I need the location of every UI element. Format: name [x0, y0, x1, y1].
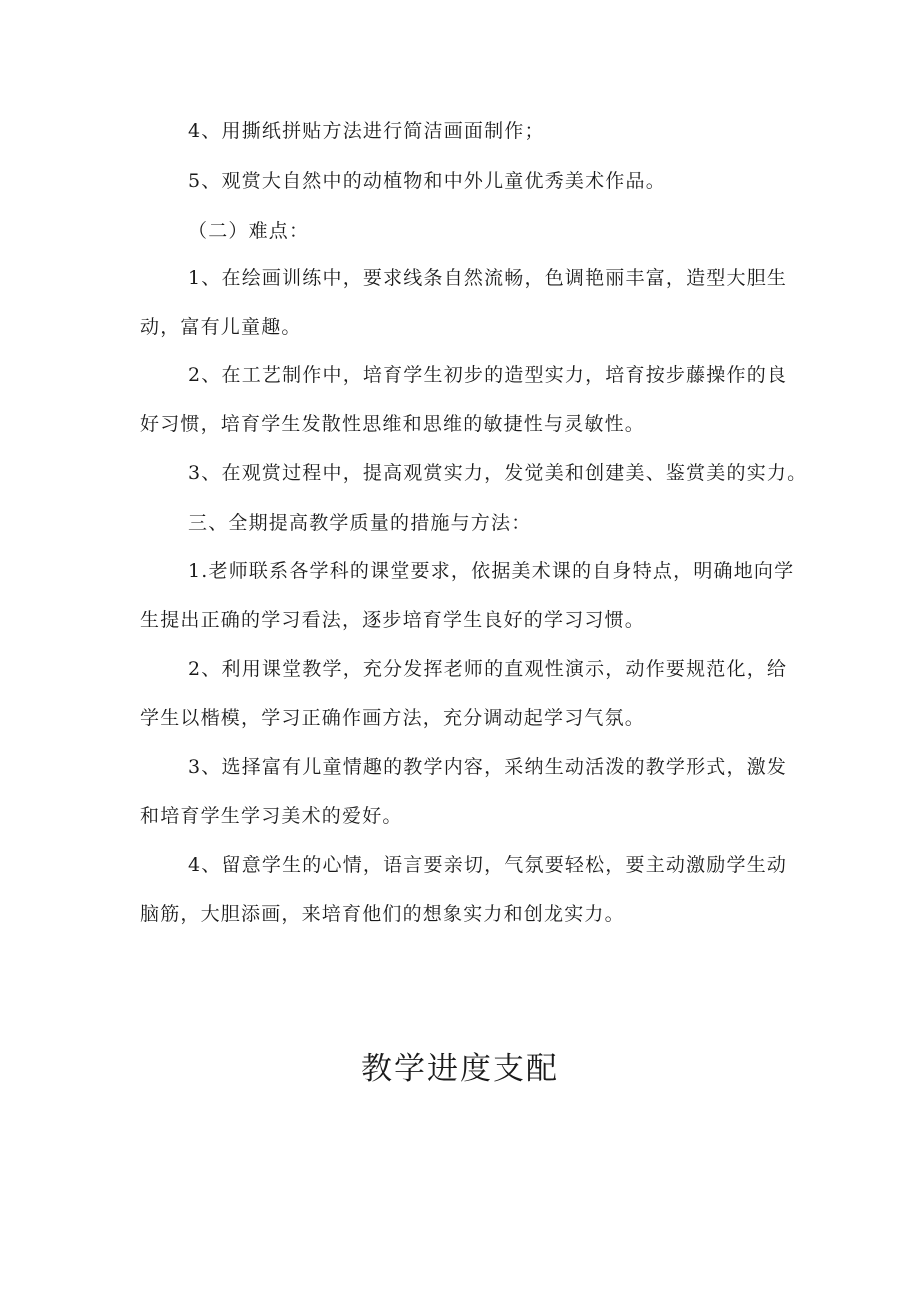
- paragraph-line: 生提出正确的学习看法，逐步培育学生良好的学习习惯。: [140, 609, 646, 631]
- paragraph-line: 3、在观赏过程中，提高观赏实力，发觉美和创建美、鉴赏美的实力。: [188, 462, 808, 484]
- paragraph-line: 脑筋，大胆添画，来培育他们的想象实力和创龙实力。: [140, 903, 625, 925]
- paragraph-line: 2、利用课堂教学，充分发挥老师的直观性演示，动作要规范化，给: [188, 658, 788, 680]
- paragraph-line: 1、在绘画训练中，要求线条自然流畅，色调艳丽丰富，造型大胆生: [188, 267, 788, 289]
- paragraph-line: 5、观赏大自然中的动植物和中外儿童优秀美术作品。: [188, 170, 666, 192]
- paragraph-line: 好习惯，培育学生发散性思维和思维的敏捷性与灵敏性。: [140, 413, 646, 435]
- paragraph-line: 4、留意学生的心情，语言要亲切，气氛要轻松，要主动激励学生动: [188, 854, 788, 876]
- section-heading: 三、全期提高教学质量的措施与方法：: [188, 512, 532, 534]
- paragraph-line: 和培育学生学习美术的爱好。: [140, 805, 403, 827]
- section-heading: （二）难点：: [188, 220, 310, 242]
- paragraph-line: 2、在工艺制作中，培育学生初步的造型实力，培育按步藤操作的良: [188, 364, 788, 386]
- page-title: 教学进度支配: [361, 1051, 559, 1087]
- paragraph-line: 4、用撕纸拼贴方法进行简洁画面制作；: [188, 120, 545, 142]
- paragraph-line: 3、选择富有儿童情趣的教学内容，采纳生动活泼的教学形式，激发: [188, 756, 788, 778]
- paragraph-line: 动，富有儿童趣。: [140, 316, 302, 338]
- paragraph-line: 1.老师联系各学科的课堂要求，依据美术课的自身特点，明确地向学: [188, 560, 795, 582]
- paragraph-line: 学生以楷模，学习正确作画方法，充分调动起学习气氛。: [140, 707, 646, 729]
